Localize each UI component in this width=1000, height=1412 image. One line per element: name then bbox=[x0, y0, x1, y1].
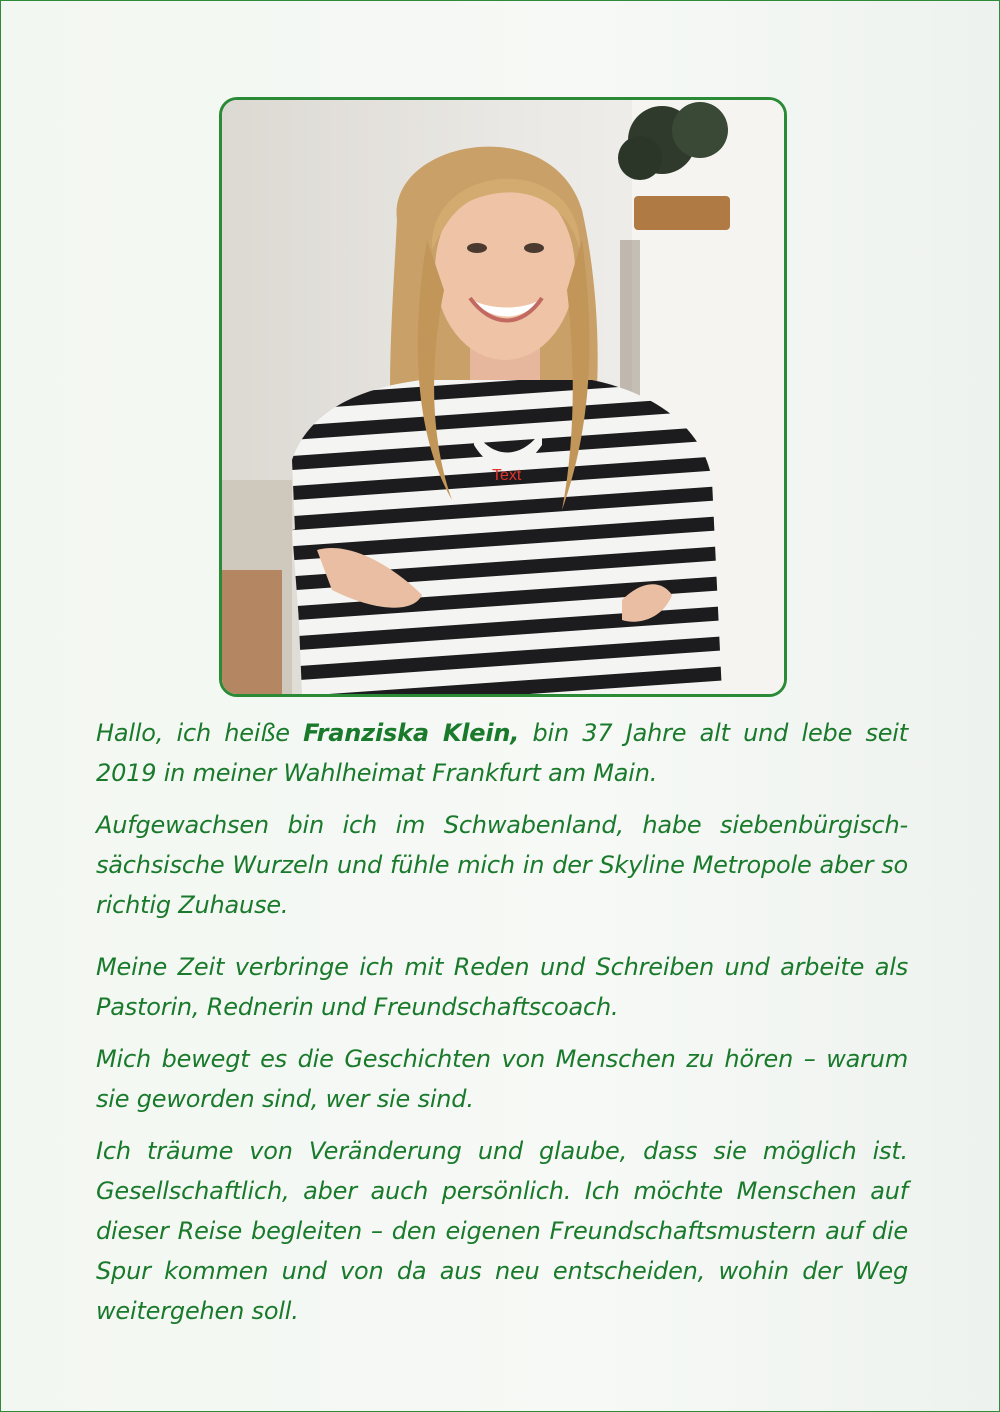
bio-text bbox=[96, 713, 908, 1343]
intro-before: Hallo, ich heiße bbox=[96, 719, 304, 747]
vision-paragraph: Ich träume von Veränderung und glaube, dass sie möglich ist. Gesellschaftlich, aber auch persönlich. Ich möchte Menschen auf dieser Reise begleiten – den eigenen Freundschaftsmustern auf die Spur kommen und von da aus neu entscheiden, wohin der Weg weitergehen soll. bbox=[96, 1137, 908, 1325]
motivation-paragraph: Mich bewegt es die Geschichten von Menschen zu hören – warum sie geworden sind, wer sie sind. bbox=[96, 1045, 908, 1113]
background-paragraph: Aufgewachsen bin ich im Schwabenland, habe siebenbürgisch-sächsische Wurzeln und fühle mich in der Skyline Metropole aber so richtig Zuhause. bbox=[96, 811, 908, 919]
portrait-photo bbox=[219, 97, 787, 697]
photo-overlay-text: Text bbox=[492, 467, 522, 484]
intro-paragraph bbox=[96, 713, 908, 793]
portrait-illustration bbox=[222, 100, 784, 694]
work-paragraph: Meine Zeit verbringe ich mit Reden und Schreiben und arbeite als Pastorin, Rednerin und Freundschaftscoach. bbox=[96, 953, 908, 1021]
intro-after: bin 37 Jahre alt und lebe seit 2019 in meiner Wahlheimat Frankfurt am Main. bbox=[96, 719, 908, 787]
author-name: Franziska Klein, bbox=[303, 719, 520, 747]
